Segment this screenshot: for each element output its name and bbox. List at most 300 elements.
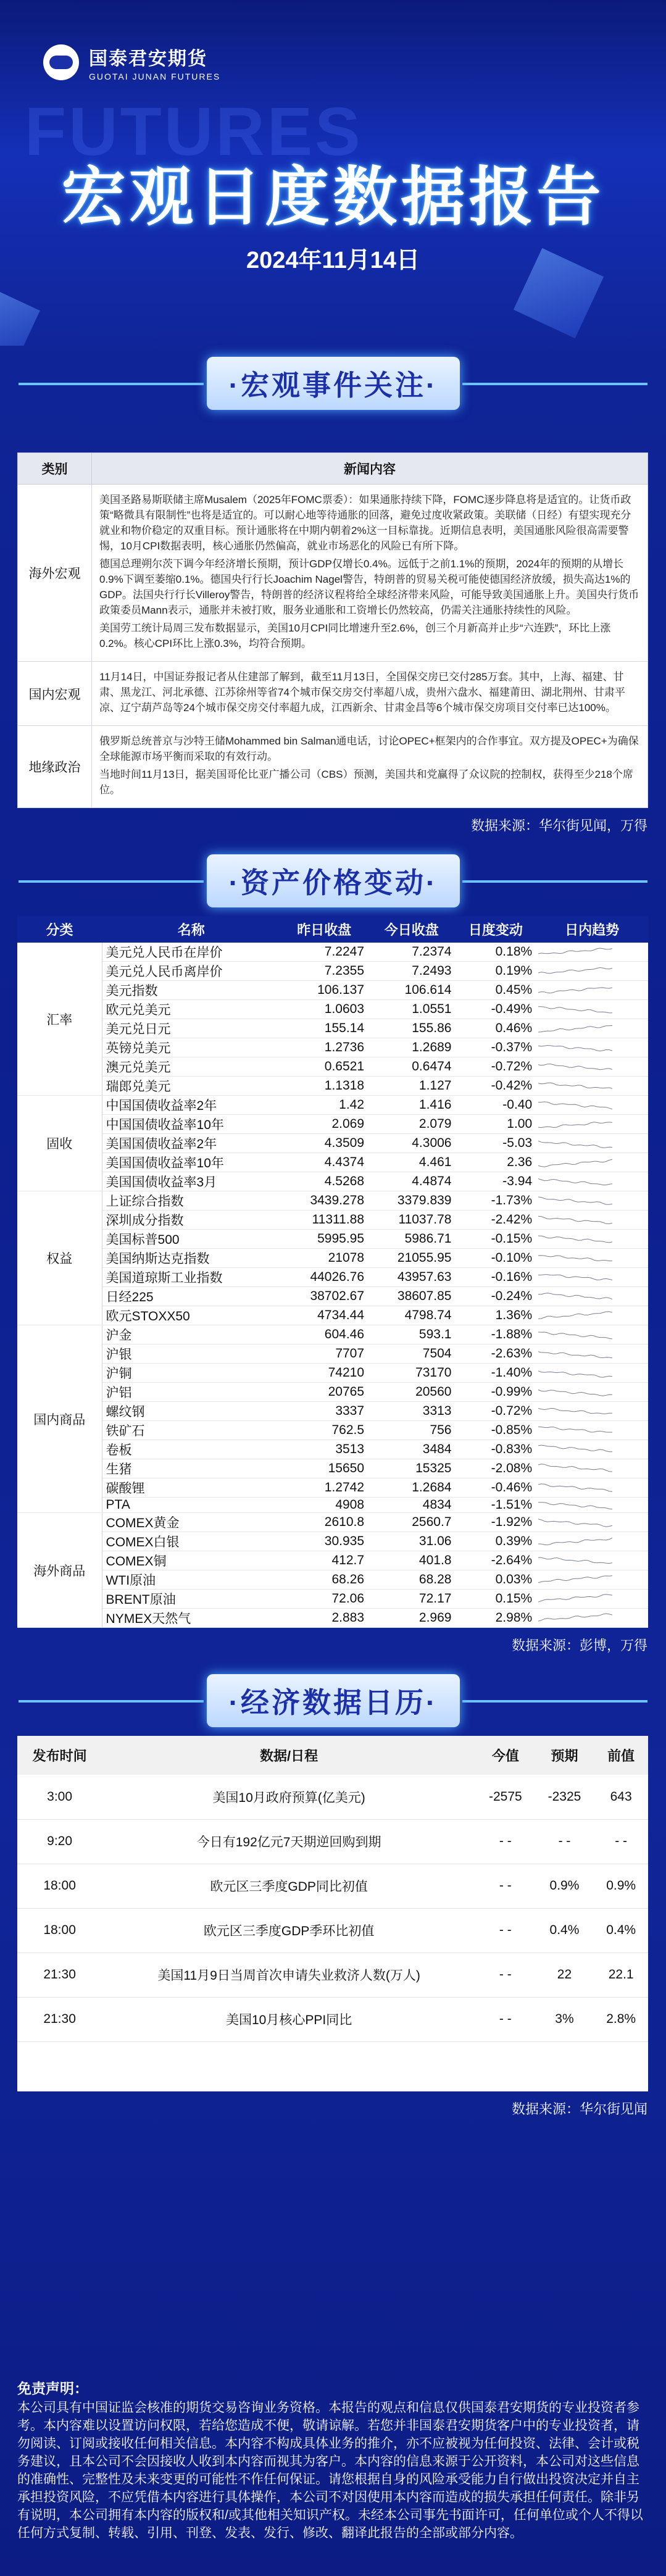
daily-change: 0.46% [455,1019,536,1038]
price-row [17,1325,648,1344]
curr-close: 2560.7 [368,1513,455,1532]
calendar-forecast: -2325 [535,1775,594,1819]
price-row [17,1383,648,1402]
asset-name: 欧元兑美元 [102,1000,281,1019]
sparkline-chart [538,1554,612,1567]
price-row [17,981,648,1000]
calendar-event: 今日有192亿元7天期逆回购到期 [102,1819,476,1864]
event-row [18,662,648,726]
calendar-forecast: 0.4% [535,1908,594,1953]
daily-change: -3.94 [455,1172,536,1191]
asset-category: 国内商品 [17,1325,102,1513]
sparkline-path [538,988,612,993]
asset-name: 中国国债收益率2年 [102,1096,281,1115]
prev-close: 68.26 [281,1570,368,1590]
section-header-calendar [0,1674,666,1730]
sparkline-path [538,1046,612,1051]
prev-close: 21078 [281,1249,368,1268]
sparkline-path [538,1557,612,1563]
asset-name: 沪铝 [102,1383,281,1402]
curr-close: 4798.74 [368,1306,455,1325]
daily-change: -1.73% [455,1191,536,1211]
daily-change: -0.16% [455,1268,536,1287]
intraday-trend [536,1344,648,1364]
prev-close: 0.6521 [281,1057,368,1077]
price-row [17,1306,648,1325]
calendar-previous: 2.8% [594,1997,648,2041]
curr-close: 593.1 [368,1325,455,1344]
daily-change: 0.39% [455,1532,536,1551]
hero-bg-word: FUTURES [25,94,363,170]
curr-close: 15325 [368,1459,455,1478]
prices-table [17,916,648,1628]
prev-close: 2.883 [281,1609,368,1628]
curr-close: 0.6474 [368,1057,455,1077]
daily-change: 2.98% [455,1609,536,1628]
daily-change: -1.40% [455,1364,536,1383]
calendar-time: 18:00 [17,1908,102,1953]
prices-col-header: 今日收盘 [368,916,455,943]
asset-name: 美元兑日元 [102,1019,281,1038]
daily-change: -2.64% [455,1551,536,1570]
sparkline-chart [538,1137,612,1149]
asset-name: 美元兑人民币在岸价 [102,943,281,962]
prev-close: 155.14 [281,1019,368,1038]
divider [462,1700,647,1703]
logo-icon [43,44,79,80]
calendar-forecast: - - [535,1819,594,1864]
prev-close: 20765 [281,1383,368,1402]
daily-change: 0.18% [455,943,536,962]
asset-name: WTI原油 [102,1570,281,1590]
prev-close: 7.2355 [281,962,368,981]
asset-name: 碳酸锂 [102,1478,281,1498]
prev-close: 38702.67 [281,1287,368,1306]
calendar-forecast: 0.9% [535,1864,594,1908]
daily-change: -0.24% [455,1287,536,1306]
prev-close: 30.935 [281,1532,368,1551]
daily-change: -0.85% [455,1421,536,1440]
curr-close: 20560 [368,1383,455,1402]
intraday-trend [536,1325,648,1344]
sparkline-chart [538,1574,612,1586]
prev-close: 412.7 [281,1551,368,1570]
calendar-actual: - - [476,1864,535,1908]
curr-close: 43957.63 [368,1268,455,1287]
news-item: 德国总理朔尔茨下调今年经济增长预期，预计GDP仅增长0.4%。远低于之前1.1%的预期，2024年的预期的从增长0.9%下调至萎缩0.1%。德国央行行长Joachim Nagel警告，特朗普的贸易关税可能使德国经济放缓，损失高达1%的GDP。法国央行行长Villeroy警告，特朗普的经济议程将给全球经济带来风险，可能导致美国通胀上升。美国央行货币政策委员Mann表示，通胀并未被打败，服务业通胀和工资增长仍然较高，仍需关注通胀持续性的风险。 [99,558,639,616]
sparkline-chart [538,1462,612,1475]
prev-close: 11311.88 [281,1211,368,1230]
intraday-trend [536,1306,648,1325]
curr-close: 4.3006 [368,1134,455,1153]
intraday-trend [536,1364,648,1383]
events-panel [17,452,648,808]
sparkline-path [538,1141,612,1148]
price-row [17,1344,648,1364]
calendar-actual: - - [476,1997,535,2041]
asset-name: COMEX白银 [102,1532,281,1551]
calendar-col-header: 数据/日程 [102,1736,476,1775]
prev-close: 604.46 [281,1325,368,1344]
intraday-trend [536,981,648,1000]
sparkline-path [538,1083,612,1088]
sparkline-chart [538,1118,612,1130]
intraday-trend [536,1459,648,1478]
event-row [18,726,648,808]
asset-category: 海外商品 [17,1513,102,1628]
news-item: 俄罗斯总统普京与沙特王储Mohammed bin Salman通电话，讨论OPEC+框架内的合作事宜。双方提及OPEC+为确保全球能源市场平衡而采取的有效行动。 [99,735,639,762]
asset-name: 深圳成分指数 [102,1211,281,1230]
intraday-trend [536,1153,648,1172]
divider [462,383,647,385]
disclaimer-title: 免责声明： [17,2380,88,2396]
event-news [92,662,648,726]
prev-close: 4.3509 [281,1134,368,1153]
sparkline-path [538,1390,612,1396]
daily-change: -0.46% [455,1478,536,1498]
calendar-time: 21:30 [17,1953,102,1997]
curr-close: 72.17 [368,1590,455,1609]
sparkline-path [538,948,612,954]
source-note: 数据来源：华尔街见闻 [511,2101,647,2117]
asset-name: 英镑兑美元 [102,1038,281,1057]
sparkline-path [538,1484,612,1491]
prices-col-header: 名称 [102,916,281,943]
asset-name: BRENT原油 [102,1590,281,1609]
sparkline-path [538,1312,612,1319]
calendar-actual: - - [476,1908,535,1953]
sparkline-chart [538,1099,612,1111]
curr-close: 155.86 [368,1019,455,1038]
price-row [17,1134,648,1153]
daily-change: -0.40 [455,1096,536,1115]
prev-close: 4734.44 [281,1306,368,1325]
calendar-row [17,1953,648,1997]
price-row [17,1402,648,1421]
daily-change: -0.49% [455,1000,536,1019]
prev-close: 3439.278 [281,1191,368,1211]
curr-close: 11037.78 [368,1211,455,1230]
price-row [17,1000,648,1019]
daily-change: 1.36% [455,1306,536,1325]
curr-close: 1.127 [368,1077,455,1096]
asset-category: 固收 [17,1096,102,1191]
asset-name: 日经225 [102,1287,281,1306]
event-news [92,726,648,808]
asset-name: 美国标普500 [102,1230,281,1249]
curr-close: 38607.85 [368,1287,455,1306]
daily-change: -1.88% [455,1325,536,1344]
prev-close: 1.0603 [281,1000,368,1019]
prev-close: 3513 [281,1440,368,1459]
sparkline-chart [538,1499,612,1511]
sparkline-chart [538,1516,612,1528]
prev-close: 3337 [281,1402,368,1421]
asset-category: 权益 [17,1191,102,1325]
intraday-trend [536,1590,648,1609]
divider [462,880,647,883]
curr-close: 5986.71 [368,1230,455,1249]
calendar-table [17,1736,648,2042]
sparkline-chart [538,1080,612,1092]
daily-change: -0.42% [455,1077,536,1096]
prev-close: 1.42 [281,1096,368,1115]
asset-name: 沪银 [102,1344,281,1364]
price-row [17,1532,648,1551]
price-row [17,1570,648,1590]
curr-close: 68.28 [368,1570,455,1590]
sparkline-chart [538,1482,612,1494]
sparkline-chart [538,1309,612,1322]
price-row [17,1211,648,1230]
prev-close: 74210 [281,1364,368,1383]
calendar-row [17,1819,648,1864]
curr-close: 1.2689 [368,1038,455,1057]
sparkline-chart [538,1041,612,1054]
curr-close: 401.8 [368,1551,455,1570]
intraday-trend [536,1000,648,1019]
section-header-prices [0,854,666,910]
sparkline-chart [538,1214,612,1226]
daily-change: -2.42% [455,1211,536,1230]
sparkline-path [538,1197,612,1204]
sparkline-path [538,1445,612,1452]
event-news [92,485,648,662]
calendar-previous: - - [594,1819,648,1864]
sparkline-chart [538,1022,612,1035]
prev-close: 7.2247 [281,943,368,962]
daily-change: 0.45% [455,981,536,1000]
calendar-actual: -2575 [476,1775,535,1819]
price-row [17,1191,648,1211]
calendar-time: 18:00 [17,1864,102,1908]
sparkline-chart [538,965,612,977]
curr-close: 1.0551 [368,1000,455,1019]
intraday-trend [536,1191,648,1211]
section-title: ·经济数据日历· [207,1674,460,1727]
calendar-event: 美国10月核心PPI同比 [102,1997,476,2041]
sparkline-path [538,1122,612,1128]
sparkline-chart [538,1156,612,1169]
sparkline-path [538,1007,612,1013]
intraday-trend [536,1211,648,1230]
price-row [17,1077,648,1096]
price-row [17,1590,648,1609]
prev-close: 1.2742 [281,1478,368,1498]
asset-name: 澳元兑美元 [102,1057,281,1077]
asset-category: 汇率 [17,943,102,1096]
sparkline-path [538,1352,612,1358]
daily-change: 2.36 [455,1153,536,1172]
section-header-events [0,357,666,412]
asset-name: 沪金 [102,1325,281,1344]
event-row [18,485,648,662]
asset-name: 中国国债收益率10年 [102,1115,281,1134]
intraday-trend [536,1077,648,1096]
curr-close: 3484 [368,1440,455,1459]
daily-change: -0.72% [455,1402,536,1421]
price-row [17,1287,648,1306]
calendar-forecast: 22 [535,1953,594,1997]
page-title: 宏观日度数据报告 [61,162,605,233]
intraday-trend [536,1230,648,1249]
intraday-trend [536,1287,648,1306]
intraday-trend [536,1570,648,1590]
asset-name: 美元兑人民币离岸价 [102,962,281,981]
price-row [17,1172,648,1191]
brand-logo [43,43,220,81]
curr-close: 3313 [368,1402,455,1421]
intraday-trend [536,1038,648,1057]
disclaimer-body: 本公司具有中国证监会核准的期货交易咨询业务资格。本报告的观点和信息仅供国泰君安期货的专业投资者参考。本内容难以设置访问权限，若给您造成不便，敬请谅解。若您并非国泰君安期货客户中的专业投资者，请勿阅读、订阅或接收任何相关信息。本内容不构成具体业务的推介，亦不应被视为任何投资、法律、会计或税务建议，且本公司不会因接收人收到本内容而视其为客户。本内容的信息来源于公开资料，本公司对这些信息的准确性、完整性及未来变更的可能性不作任何保证。请您根据自身的风险承受能力自行做出投资决定并自主承担投资风险，不应凭借本内容进行具体操作，本公司不对因使用本内容而造成的损失承担任何责任。除非另有说明，本公司拥有本内容的版权和/或其他相关知识产权。未经本公司事先书面许可，任何单位或个人不得以任何方式复制、转载、引用、刊登、发表、发行、修改、翻译此报告的全部或部分内容。 [17,2401,643,2540]
calendar-actual: - - [476,1953,535,1997]
sparkline-chart [538,1175,612,1188]
intraday-trend [536,1498,648,1513]
sparkline-chart [538,1424,612,1436]
daily-change: -1.92% [455,1513,536,1532]
intraday-trend [536,1513,648,1532]
decor-cube [0,287,40,346]
daily-change: -2.08% [455,1459,536,1478]
prices-col-header: 分类 [17,916,102,943]
calendar-row [17,1864,648,1908]
sparkline-chart [538,946,612,958]
calendar-col-header: 预期 [535,1736,594,1775]
brand-name-cn: 国泰君安期货 [89,49,207,69]
section-title: ·宏观事件关注· [207,357,460,410]
event-category: 地缘政治 [18,726,92,808]
sparkline-chart [538,984,612,996]
asset-name: 美国国债收益率3月 [102,1172,281,1191]
price-row [17,1364,648,1383]
sparkline-chart [538,1405,612,1417]
price-row [17,1478,648,1498]
calendar-previous: 0.4% [594,1908,648,1953]
sparkline-path [538,1464,612,1472]
prices-col-header: 日度变动 [455,916,536,943]
prev-close: 1.2736 [281,1038,368,1057]
daily-change: -0.72% [455,1057,536,1077]
intraday-trend [536,1551,648,1570]
intraday-trend [536,1268,648,1287]
curr-close: 1.416 [368,1096,455,1115]
asset-name: 卷板 [102,1440,281,1459]
daily-change: -5.03 [455,1134,536,1153]
prev-close: 2.069 [281,1115,368,1134]
sparkline-chart [538,1233,612,1245]
calendar-event: 美国10月政府预算(亿美元) [102,1775,476,1819]
curr-close: 2.969 [368,1609,455,1628]
intraday-trend [536,1532,648,1551]
intraday-trend [536,1019,648,1038]
curr-close: 1.2684 [368,1478,455,1498]
prices-col-header: 日内趋势 [536,916,648,943]
price-row [17,1153,648,1172]
divider [19,383,204,385]
price-row [17,1019,648,1038]
sparkline-path [538,1236,612,1243]
curr-close: 3379.839 [368,1191,455,1211]
sparkline-path [538,1408,612,1414]
sparkline-chart [538,1252,612,1264]
section-title: ·资产价格变动· [207,854,460,907]
price-row [17,1421,648,1440]
prices-col-header: 昨日收盘 [281,916,368,943]
sparkline-chart [538,1003,612,1015]
hero-banner [0,0,666,346]
intraday-trend [536,1096,648,1115]
sparkline-chart [538,1290,612,1303]
price-row [17,1038,648,1057]
prev-close: 15650 [281,1459,368,1478]
disclaimer [17,2380,648,2542]
prev-close: 4.4374 [281,1153,368,1172]
asset-name: 美国纳斯达克指数 [102,1249,281,1268]
sparkline-path [538,1102,612,1109]
price-row [17,1440,648,1459]
curr-close: 73170 [368,1364,455,1383]
intraday-trend [536,1172,648,1191]
sparkline-path [538,1576,612,1583]
calendar-actual: - - [476,1819,535,1864]
intraday-trend [536,943,648,962]
daily-change: 0.03% [455,1570,536,1590]
calendar-previous: 22.1 [594,1953,648,1997]
curr-close: 756 [368,1421,455,1440]
sparkline-chart [538,1386,612,1398]
calendar-time: 3:00 [17,1775,102,1819]
calendar-row [17,1775,648,1819]
asset-name: COMEX黄金 [102,1513,281,1532]
price-row [17,1268,648,1287]
prev-close: 106.137 [281,981,368,1000]
curr-close: 4834 [368,1498,455,1513]
curr-close: 106.614 [368,981,455,1000]
curr-close: 2.079 [368,1115,455,1134]
sparkline-chart [538,1593,612,1605]
sparkline-path [538,1275,612,1280]
asset-name: 铁矿石 [102,1421,281,1440]
sparkline-path [538,1026,612,1033]
sparkline-path [538,1519,612,1527]
sparkline-path [538,1538,612,1544]
calendar-event: 欧元区三季度GDP同比初值 [102,1864,476,1908]
sparkline-path [538,1293,612,1299]
curr-close: 31.06 [368,1532,455,1551]
price-row [17,1609,648,1628]
sparkline-path [538,1594,612,1602]
calendar-col-header: 发布时间 [17,1736,102,1775]
curr-close: 7.2493 [368,962,455,981]
calendar-row [17,1908,648,1953]
daily-change: -0.83% [455,1440,536,1459]
sparkline-chart [538,1443,612,1456]
price-row [17,1498,648,1513]
calendar-previous: 0.9% [594,1864,648,1908]
intraday-trend [536,962,648,981]
intraday-trend [536,1402,648,1421]
prev-close: 72.06 [281,1590,368,1609]
sparkline-chart [538,1061,612,1073]
price-row [17,1249,648,1268]
price-row [17,962,648,981]
daily-change: 0.15% [455,1590,536,1609]
calendar-col-header: 今值 [476,1736,535,1775]
price-row [17,1057,648,1077]
prev-close: 2610.8 [281,1513,368,1532]
asset-name: 美国国债收益率10年 [102,1153,281,1172]
asset-name: 上证综合指数 [102,1191,281,1211]
